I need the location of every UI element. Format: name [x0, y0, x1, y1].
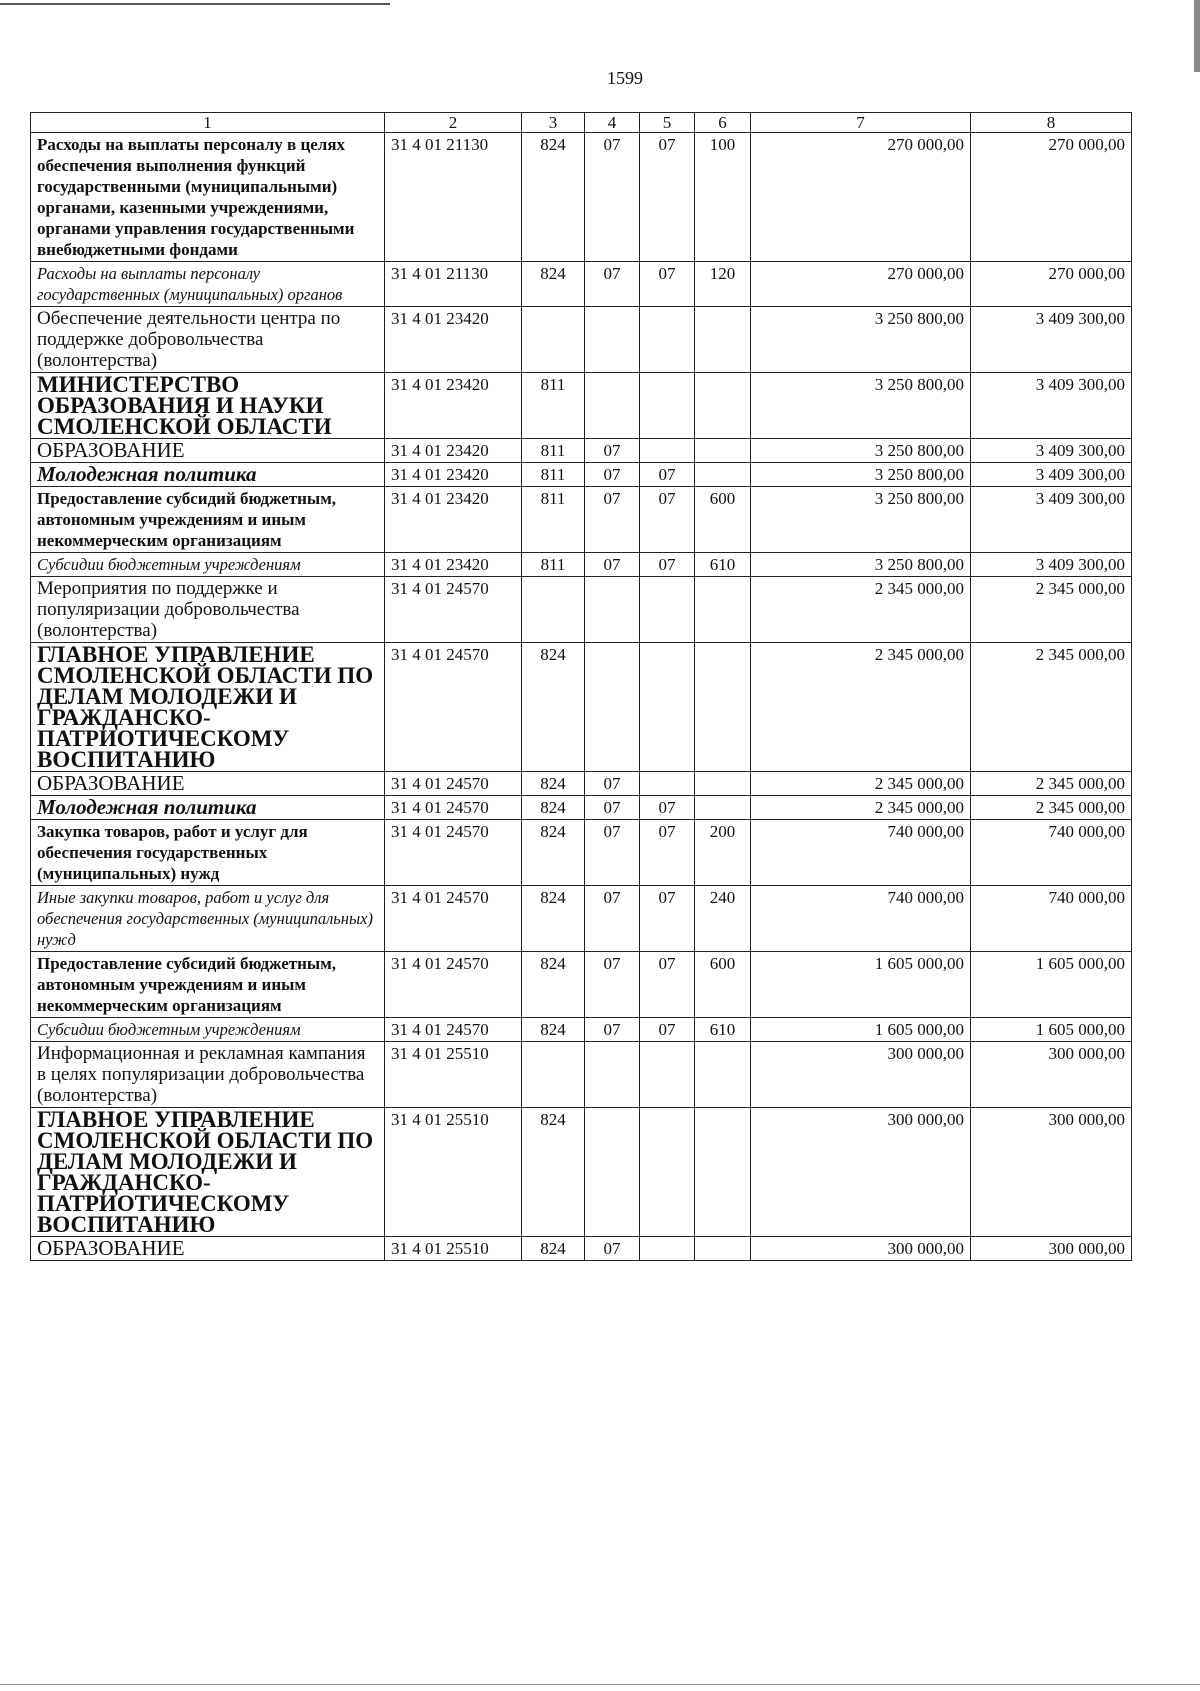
- page-number: 1599: [607, 68, 643, 88]
- row-section-cell: 07: [585, 952, 640, 1018]
- row-section-cell: 07: [585, 772, 640, 796]
- row-admin-cell: [522, 577, 585, 643]
- row-subsection-cell: 07: [640, 262, 695, 307]
- row-amount-2019-cell: 300 000,00: [751, 1042, 971, 1108]
- row-section-cell: 07: [585, 463, 640, 487]
- row-subsection-cell: [640, 439, 695, 463]
- row-subsection-cell: [640, 373, 695, 439]
- row-type-cell: [695, 463, 751, 487]
- row-amount-2019-cell: 300 000,00: [751, 1108, 971, 1237]
- row-section-cell: 07: [585, 133, 640, 262]
- row-name-cell: Информационная и рекламная кампания в целях популяризации добровольчества (волонтерства): [31, 1042, 385, 1108]
- row-admin-cell: 811: [522, 487, 585, 553]
- row-type-cell: [695, 772, 751, 796]
- row-amount-2019-cell: 1 605 000,00: [751, 952, 971, 1018]
- row-admin-cell: 824: [522, 1018, 585, 1042]
- column-header: 3: [522, 113, 585, 133]
- row-subsection-cell: [640, 643, 695, 772]
- row-type-cell: [695, 643, 751, 772]
- row-amount-2020-cell: 300 000,00: [971, 1042, 1132, 1108]
- row-admin-cell: 824: [522, 133, 585, 262]
- row-section-cell: 07: [585, 439, 640, 463]
- row-amount-2020-cell: 3 409 300,00: [971, 373, 1132, 439]
- row-type-cell: 600: [695, 487, 751, 553]
- table-row: [31, 796, 1132, 820]
- row-name-cell: Расходы на выплаты персоналу государственных (муниципальных) органов: [31, 262, 385, 307]
- row-amount-2020-cell: 300 000,00: [971, 1237, 1132, 1261]
- row-admin-cell: 824: [522, 262, 585, 307]
- row-admin-cell: [522, 1042, 585, 1108]
- row-admin-cell: 824: [522, 772, 585, 796]
- row-type-cell: 600: [695, 952, 751, 1018]
- column-header: 8: [971, 113, 1132, 133]
- row-amount-2020-cell: 740 000,00: [971, 820, 1132, 886]
- row-name-cell: МИНИСТЕРСТВО ОБРАЗОВАНИЯ И НАУКИ СМОЛЕНСКОЙ ОБЛАСТИ: [31, 373, 385, 439]
- row-section-cell: 07: [585, 262, 640, 307]
- row-section-cell: [585, 577, 640, 643]
- row-amount-2020-cell: 300 000,00: [971, 1108, 1132, 1237]
- row-code-cell: 31 4 01 23420: [385, 463, 522, 487]
- row-section-cell: [585, 307, 640, 373]
- scan-border-bottom: [0, 1684, 1200, 1685]
- row-amount-2020-cell: 3 409 300,00: [971, 487, 1132, 553]
- row-name-cell: ГЛАВНОЕ УПРАВЛЕНИЕ СМОЛЕНСКОЙ ОБЛАСТИ ПО ДЕЛАМ МОЛОДЕЖИ И ГРАЖДАНСКО-ПАТРИОТИЧЕСКОМУ ВОСПИТАНИЮ: [31, 1108, 385, 1237]
- column-header: 4: [585, 113, 640, 133]
- row-code-cell: 31 4 01 24570: [385, 772, 522, 796]
- row-subsection-cell: 07: [640, 796, 695, 820]
- row-code-cell: 31 4 01 23420: [385, 487, 522, 553]
- row-admin-cell: 811: [522, 439, 585, 463]
- row-subsection-cell: 07: [640, 1018, 695, 1042]
- row-name-cell: Расходы на выплаты персоналу в целях обеспечения выполнения функций государственными (муниципальными) органами, казенными учреждениями, органами управления государственными внебюджетными фондами: [31, 133, 385, 262]
- row-section-cell: [585, 373, 640, 439]
- row-amount-2020-cell: 3 409 300,00: [971, 439, 1132, 463]
- row-admin-cell: 811: [522, 463, 585, 487]
- row-name-cell: Иные закупки товаров, работ и услуг для обеспечения государственных (муниципальных) нужд: [31, 886, 385, 952]
- row-amount-2019-cell: 3 250 800,00: [751, 439, 971, 463]
- row-code-cell: 31 4 01 21130: [385, 133, 522, 262]
- row-amount-2019-cell: 3 250 800,00: [751, 553, 971, 577]
- row-code-cell: 31 4 01 23420: [385, 439, 522, 463]
- row-name-cell: ОБРАЗОВАНИЕ: [31, 439, 385, 463]
- table-row: [31, 262, 1132, 307]
- table-row: [31, 772, 1132, 796]
- row-subsection-cell: 07: [640, 553, 695, 577]
- budget-table: [30, 112, 1132, 1261]
- row-subsection-cell: [640, 772, 695, 796]
- row-section-cell: 07: [585, 487, 640, 553]
- row-amount-2019-cell: 2 345 000,00: [751, 643, 971, 772]
- row-amount-2020-cell: 270 000,00: [971, 133, 1132, 262]
- row-amount-2020-cell: 2 345 000,00: [971, 796, 1132, 820]
- row-section-cell: [585, 1108, 640, 1237]
- row-name-cell: ОБРАЗОВАНИЕ: [31, 772, 385, 796]
- row-amount-2019-cell: 3 250 800,00: [751, 307, 971, 373]
- row-amount-2020-cell: 740 000,00: [971, 886, 1132, 952]
- row-name-cell: Предоставление субсидий бюджетным, автономным учреждениям и иным некоммерческим организациям: [31, 487, 385, 553]
- row-amount-2019-cell: 270 000,00: [751, 133, 971, 262]
- table-row: [31, 886, 1132, 952]
- row-amount-2019-cell: 2 345 000,00: [751, 796, 971, 820]
- row-admin-cell: 811: [522, 553, 585, 577]
- row-amount-2019-cell: 740 000,00: [751, 820, 971, 886]
- row-section-cell: 07: [585, 553, 640, 577]
- row-type-cell: 120: [695, 262, 751, 307]
- row-code-cell: 31 4 01 21130: [385, 262, 522, 307]
- row-amount-2019-cell: 300 000,00: [751, 1237, 971, 1261]
- row-name-cell: Закупка товаров, работ и услуг для обеспечения государственных (муниципальных) нужд: [31, 820, 385, 886]
- row-subsection-cell: [640, 1237, 695, 1261]
- column-header: 6: [695, 113, 751, 133]
- row-code-cell: 31 4 01 24570: [385, 820, 522, 886]
- row-admin-cell: 824: [522, 643, 585, 772]
- row-code-cell: 31 4 01 23420: [385, 373, 522, 439]
- row-subsection-cell: 07: [640, 463, 695, 487]
- row-admin-cell: 824: [522, 886, 585, 952]
- table-row: [31, 487, 1132, 553]
- row-code-cell: 31 4 01 23420: [385, 307, 522, 373]
- row-code-cell: 31 4 01 24570: [385, 796, 522, 820]
- table-row: [31, 463, 1132, 487]
- row-amount-2019-cell: 3 250 800,00: [751, 463, 971, 487]
- row-code-cell: 31 4 01 24570: [385, 643, 522, 772]
- table-body: [31, 133, 1132, 1261]
- row-amount-2020-cell: 2 345 000,00: [971, 577, 1132, 643]
- table-row: [31, 1108, 1132, 1237]
- row-amount-2020-cell: 270 000,00: [971, 262, 1132, 307]
- row-amount-2019-cell: 3 250 800,00: [751, 373, 971, 439]
- row-name-cell: Обеспечение деятельности центра по поддержке добровольчества (волонтерства): [31, 307, 385, 373]
- row-name-cell: Предоставление субсидий бюджетным, автономным учреждениям и иным некоммерческим организациям: [31, 952, 385, 1018]
- table-header-row: [31, 113, 1132, 133]
- row-admin-cell: 824: [522, 1237, 585, 1261]
- column-header: 1: [31, 113, 385, 133]
- row-amount-2020-cell: 3 409 300,00: [971, 307, 1132, 373]
- table-row: [31, 643, 1132, 772]
- row-code-cell: 31 4 01 24570: [385, 886, 522, 952]
- row-amount-2019-cell: 1 605 000,00: [751, 1018, 971, 1042]
- row-code-cell: 31 4 01 25510: [385, 1237, 522, 1261]
- row-amount-2019-cell: 2 345 000,00: [751, 577, 971, 643]
- row-type-cell: [695, 373, 751, 439]
- row-type-cell: [695, 439, 751, 463]
- row-admin-cell: 824: [522, 952, 585, 1018]
- table-row: [31, 133, 1132, 262]
- row-amount-2020-cell: 1 605 000,00: [971, 1018, 1132, 1042]
- row-amount-2019-cell: 3 250 800,00: [751, 487, 971, 553]
- row-section-cell: 07: [585, 820, 640, 886]
- row-subsection-cell: [640, 1108, 695, 1237]
- table-row: [31, 577, 1132, 643]
- row-name-cell: Молодежная политика: [31, 796, 385, 820]
- row-type-cell: 610: [695, 1018, 751, 1042]
- row-section-cell: 07: [585, 1237, 640, 1261]
- scan-border-top: [0, 3, 390, 5]
- row-section-cell: [585, 1042, 640, 1108]
- row-type-cell: [695, 1108, 751, 1237]
- table-row: [31, 553, 1132, 577]
- row-name-cell: Субсидии бюджетным учреждениям: [31, 1018, 385, 1042]
- row-amount-2020-cell: 3 409 300,00: [971, 553, 1132, 577]
- table-row: [31, 820, 1132, 886]
- row-type-cell: [695, 1237, 751, 1261]
- row-name-cell: Субсидии бюджетным учреждениям: [31, 553, 385, 577]
- row-subsection-cell: 07: [640, 133, 695, 262]
- row-admin-cell: 824: [522, 1108, 585, 1237]
- row-section-cell: 07: [585, 796, 640, 820]
- row-admin-cell: 811: [522, 373, 585, 439]
- table-row: [31, 1237, 1132, 1261]
- row-type-cell: 200: [695, 820, 751, 886]
- row-type-cell: [695, 307, 751, 373]
- row-subsection-cell: [640, 307, 695, 373]
- row-code-cell: 31 4 01 25510: [385, 1042, 522, 1108]
- row-code-cell: 31 4 01 24570: [385, 577, 522, 643]
- table-row: [31, 439, 1132, 463]
- column-header: 7: [751, 113, 971, 133]
- row-section-cell: 07: [585, 1018, 640, 1042]
- row-amount-2020-cell: 3 409 300,00: [971, 463, 1132, 487]
- row-name-cell: ОБРАЗОВАНИЕ: [31, 1237, 385, 1261]
- row-amount-2019-cell: 2 345 000,00: [751, 772, 971, 796]
- row-admin-cell: 824: [522, 796, 585, 820]
- row-name-cell: Мероприятия по поддержке и популяризации добровольчества (волонтерства): [31, 577, 385, 643]
- row-admin-cell: [522, 307, 585, 373]
- row-amount-2020-cell: 2 345 000,00: [971, 643, 1132, 772]
- row-subsection-cell: [640, 1042, 695, 1108]
- row-name-cell: Молодежная политика: [31, 463, 385, 487]
- table-row: [31, 1018, 1132, 1042]
- row-code-cell: 31 4 01 25510: [385, 1108, 522, 1237]
- row-type-cell: 240: [695, 886, 751, 952]
- row-section-cell: [585, 643, 640, 772]
- row-type-cell: [695, 796, 751, 820]
- row-type-cell: 610: [695, 553, 751, 577]
- table-row: [31, 952, 1132, 1018]
- row-subsection-cell: 07: [640, 487, 695, 553]
- column-header: 5: [640, 113, 695, 133]
- table-row: [31, 307, 1132, 373]
- row-type-cell: [695, 577, 751, 643]
- row-amount-2020-cell: 1 605 000,00: [971, 952, 1132, 1018]
- row-subsection-cell: [640, 577, 695, 643]
- scan-border-right: [1194, 0, 1200, 72]
- row-code-cell: 31 4 01 23420: [385, 553, 522, 577]
- row-subsection-cell: 07: [640, 952, 695, 1018]
- row-code-cell: 31 4 01 24570: [385, 1018, 522, 1042]
- row-name-cell: ГЛАВНОЕ УПРАВЛЕНИЕ СМОЛЕНСКОЙ ОБЛАСТИ ПО ДЕЛАМ МОЛОДЕЖИ И ГРАЖДАНСКО-ПАТРИОТИЧЕСКОМУ ВОСПИТАНИЮ: [31, 643, 385, 772]
- table-row: [31, 373, 1132, 439]
- row-type-cell: [695, 1042, 751, 1108]
- row-amount-2020-cell: 2 345 000,00: [971, 772, 1132, 796]
- column-header: 2: [385, 113, 522, 133]
- row-admin-cell: 824: [522, 820, 585, 886]
- row-subsection-cell: 07: [640, 886, 695, 952]
- row-amount-2019-cell: 270 000,00: [751, 262, 971, 307]
- table-row: [31, 1042, 1132, 1108]
- row-type-cell: 100: [695, 133, 751, 262]
- row-subsection-cell: 07: [640, 820, 695, 886]
- row-section-cell: 07: [585, 886, 640, 952]
- row-amount-2019-cell: 740 000,00: [751, 886, 971, 952]
- row-code-cell: 31 4 01 24570: [385, 952, 522, 1018]
